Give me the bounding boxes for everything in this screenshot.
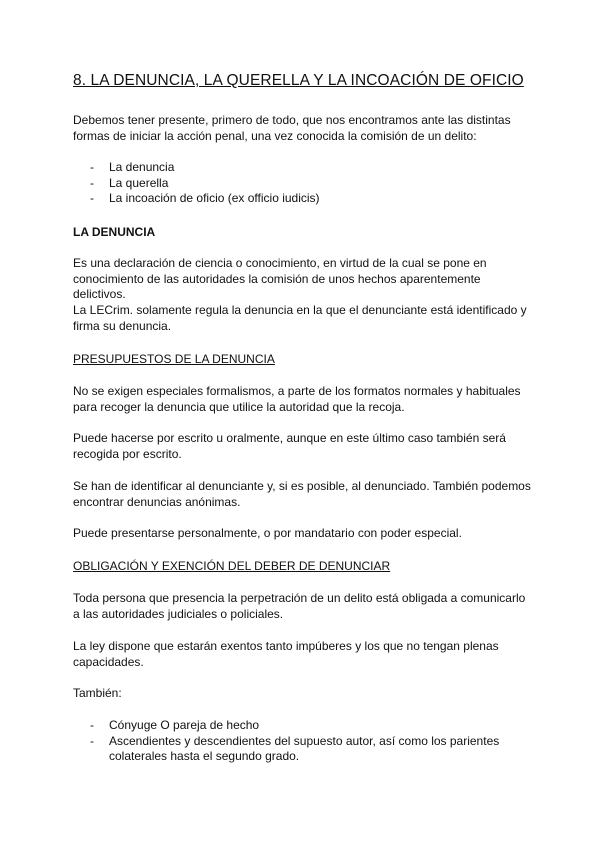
presupuestos-paragraph-4: Puede presentarse personalmente, o por mandatario con poder especial. (73, 526, 462, 540)
list-item (73, 734, 533, 765)
subheading-obligacion: OBLIGACIÓN Y EXENCIÓN DEL DEBER DE DENUNCIAR (73, 559, 391, 573)
intro-paragraph: Debemos tener presente, primero de todo, que nos encontramos ante las distintas formas de iniciar la acción penal, una vez conocida la comisión de un delito: (73, 113, 511, 143)
list-item (73, 191, 533, 207)
denuncia-lecrim: La LECrim. solamente regula la denuncia en la que el denunciante está identificado y firma su denuncia. (73, 303, 527, 333)
list-dash: - (90, 191, 94, 205)
list-item-text: La querella (109, 175, 169, 190)
exemptions-list (73, 718, 533, 765)
list-dash: - (90, 160, 94, 174)
list-item (73, 176, 533, 192)
section-heading-denuncia: LA DENUNCIA (73, 225, 156, 239)
presupuestos-paragraph-2: Puede hacerse por escrito u oralmente, aunque en este último caso también será recogida por escrito. (73, 431, 506, 461)
presupuestos-paragraph-1: No se exigen especiales formalismos, a parte de los formatos normales y habituales para recoger la denuncia que utilice la autoridad que la recoja. (73, 384, 521, 414)
obligacion-paragraph-2: La ley dispone que estarán exentos tanto impúberes y los que no tengan plenas capacidades. (73, 639, 499, 669)
list-item-text: Cónyuge O pareja de hecho (109, 718, 260, 732)
list-item (73, 718, 533, 734)
tambien-label: También: (73, 686, 122, 700)
list-dash: - (90, 718, 94, 732)
obligacion-paragraph-1: Toda persona que presencia la perpetración de un delito está obligada a comunicarlo a las autoridades judiciales o policiales. (73, 591, 526, 621)
list-item (73, 160, 533, 176)
denuncia-definition: Es una declaración de ciencia o conocimiento, en virtud de la cual se pone en conocimiento de las autoridades la comisión de unos hechos aparentemente delictivos. (73, 256, 487, 301)
list-dash: - (90, 175, 94, 190)
forms-list (73, 160, 533, 207)
list-dash: - (90, 733, 94, 748)
list-item-text: La denuncia (109, 160, 175, 174)
presupuestos-paragraph-3: Se han de identificar al denunciante y, si es posible, al denunciado. También podemos encontrar denuncias anónimas. (73, 479, 531, 509)
subheading-presupuestos: PRESUPUESTOS DE LA DENUNCIA (73, 352, 275, 366)
document-title: 8. LA DENUNCIA, LA QUERELLA Y LA INCOACIÓN DE OFICIO (73, 72, 524, 89)
list-item-text: La incoación de oficio (ex officio iudicis) (109, 191, 320, 205)
list-item-text: Ascendientes y descendientes del supuesto autor, así como los parientes colaterales hasta el segundo grado. (109, 733, 500, 763)
